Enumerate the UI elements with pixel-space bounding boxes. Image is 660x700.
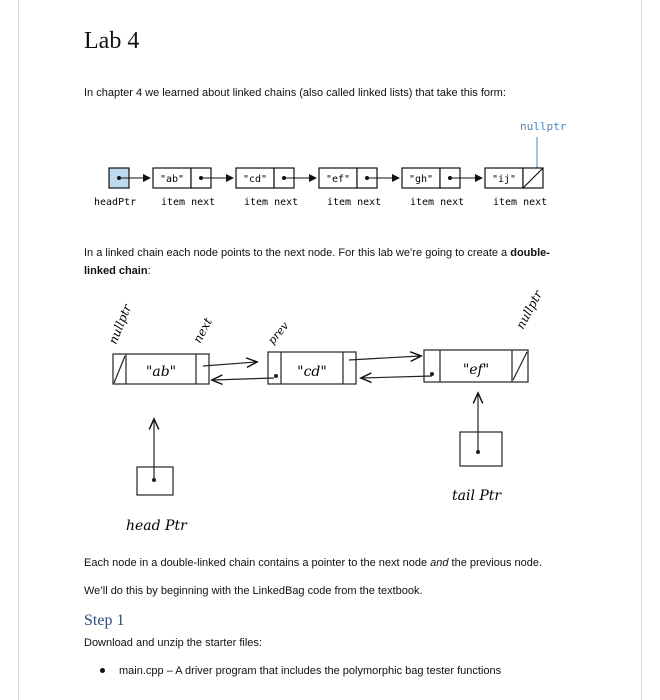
nullptr-right-label: nullptr [513, 288, 546, 332]
para3-italic: and [430, 557, 449, 569]
node-1-fields-label: item next [161, 197, 216, 208]
double-intro-text: In a linked chain each node points to the next node. For this lab we’re going to create a [84, 247, 511, 259]
intro-paragraph: In chapter 4 we learned about linked chains (also called linked lists) that take this form: [84, 87, 506, 99]
dnode-2-item: "cd" [297, 364, 327, 380]
step-1-text: Download and unzip the starter files: [84, 637, 262, 649]
node-item: "ij" [491, 174, 517, 185]
step-1-heading: Step 1 [84, 612, 125, 629]
para3-text-a: Each node in a double-linked chain contains a pointer to the next node [84, 557, 431, 569]
prev-label: prev [265, 319, 292, 347]
tailptr-hand-box [460, 432, 502, 466]
page-title: Lab 4 [84, 28, 140, 54]
node-2-fields-label: item next [244, 197, 299, 208]
nullptr-label: nullptr [520, 120, 567, 133]
next-label: next [190, 315, 216, 346]
node-5-fields-label: item next [493, 197, 548, 208]
para3-text-b: the previous node. [448, 557, 543, 569]
linkedbag-paragraph: We’ll do this by beginning with the LinkedBag code from the textbook. [84, 585, 423, 597]
bullet-item-main-cpp [100, 665, 501, 677]
node-4-fields-label: item next [410, 197, 465, 208]
double-intro-colon: : [147, 265, 151, 277]
node-item: "cd" [242, 174, 268, 185]
bullet-text: main.cpp – A driver program that includes the polymorphic bag tester functions [119, 665, 502, 677]
node-item: "ab" [159, 174, 185, 185]
headptr-label: headPtr [94, 197, 137, 208]
node-3-fields-label: item next [327, 197, 382, 208]
double-intro-bold-a: double- [510, 247, 550, 259]
tailptr-hand-label: tail Ptr [452, 488, 502, 504]
double-intro-bold-b: linked chain [84, 265, 148, 277]
node-item: "ef" [325, 174, 351, 185]
dnode-3-item: "ef" [462, 362, 490, 378]
dnode-1-item: "ab" [145, 364, 177, 380]
bullet-dot-icon [100, 668, 105, 673]
headptr-hand-label: head Ptr [126, 518, 187, 534]
double-chain-description [84, 554, 584, 572]
nullptr-left-label: nullptr [105, 302, 135, 347]
node-item: "gh" [408, 174, 434, 185]
